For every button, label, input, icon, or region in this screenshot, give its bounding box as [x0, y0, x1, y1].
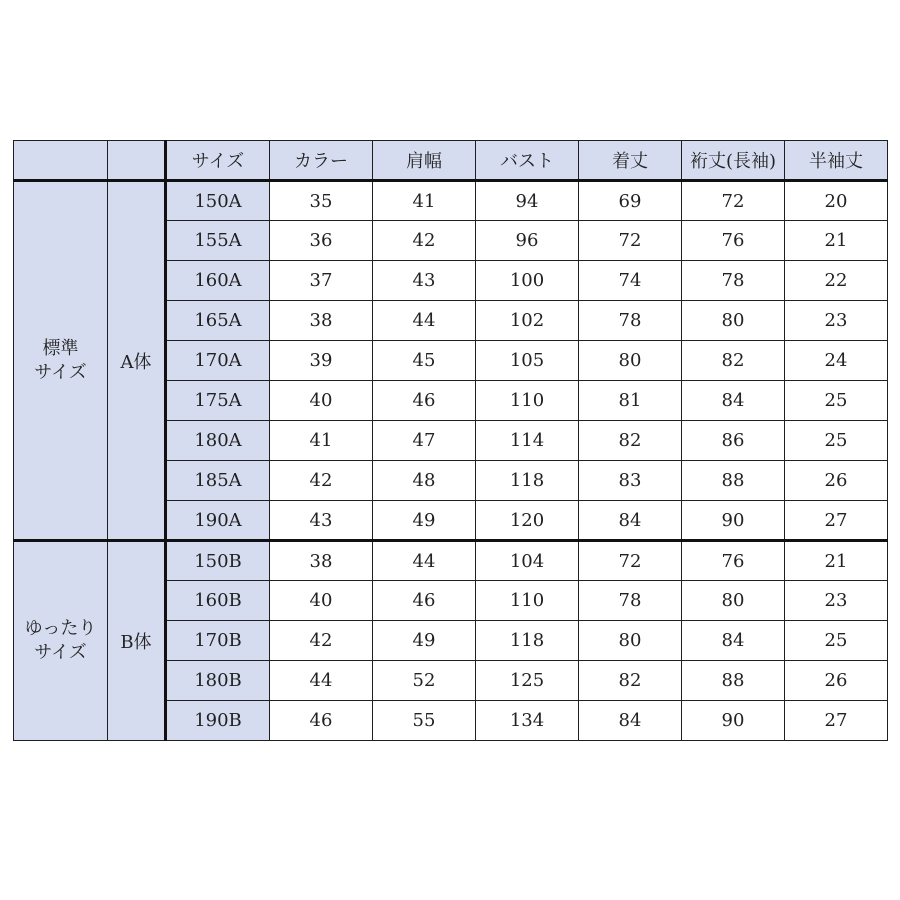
value-cell: 80: [682, 581, 785, 621]
size-cell: 170A: [166, 341, 270, 381]
value-cell: 114: [476, 421, 579, 461]
value-cell: 88: [682, 661, 785, 701]
value-cell: 80: [682, 301, 785, 341]
body-type-label: A体: [108, 181, 166, 541]
value-cell: 40: [270, 581, 373, 621]
header-blank-body: [108, 141, 166, 181]
table-row: [14, 541, 888, 581]
value-cell: 27: [785, 701, 888, 741]
value-cell: 20: [785, 181, 888, 221]
value-cell: 81: [579, 381, 682, 421]
value-cell: 84: [682, 381, 785, 421]
value-cell: 88: [682, 461, 785, 501]
value-cell: 78: [579, 581, 682, 621]
table-body: [14, 181, 888, 741]
value-cell: 22: [785, 261, 888, 301]
value-cell: 82: [579, 661, 682, 701]
value-cell: 104: [476, 541, 579, 581]
value-cell: 39: [270, 341, 373, 381]
group-label-line: 標準: [42, 337, 79, 359]
group-label: [14, 181, 108, 541]
header-collar: カラー: [270, 141, 373, 181]
value-cell: 84: [579, 501, 682, 541]
value-cell: 23: [785, 301, 888, 341]
value-cell: 23: [785, 581, 888, 621]
value-cell: 83: [579, 461, 682, 501]
value-cell: 36: [270, 221, 373, 261]
value-cell: 46: [373, 581, 476, 621]
value-cell: 25: [785, 621, 888, 661]
size-cell: 160B: [166, 581, 270, 621]
value-cell: 43: [270, 501, 373, 541]
value-cell: 41: [373, 181, 476, 221]
value-cell: 102: [476, 301, 579, 341]
header-sleeve-short: 半袖丈: [785, 141, 888, 181]
size-cell: 190B: [166, 701, 270, 741]
value-cell: 80: [579, 341, 682, 381]
header-blank-group: [14, 141, 108, 181]
header-size: サイズ: [166, 141, 270, 181]
value-cell: 110: [476, 581, 579, 621]
value-cell: 100: [476, 261, 579, 301]
value-cell: 84: [579, 701, 682, 741]
size-cell: 165A: [166, 301, 270, 341]
header-row: [14, 141, 888, 181]
value-cell: 96: [476, 221, 579, 261]
value-cell: 105: [476, 341, 579, 381]
value-cell: 80: [579, 621, 682, 661]
value-cell: 90: [682, 501, 785, 541]
value-cell: 27: [785, 501, 888, 541]
value-cell: 21: [785, 221, 888, 261]
value-cell: 38: [270, 301, 373, 341]
size-cell: 190A: [166, 501, 270, 541]
value-cell: 118: [476, 461, 579, 501]
value-cell: 26: [785, 661, 888, 701]
size-cell: 170B: [166, 621, 270, 661]
value-cell: 37: [270, 261, 373, 301]
value-cell: 21: [785, 541, 888, 581]
size-cell: 185A: [166, 461, 270, 501]
value-cell: 74: [579, 261, 682, 301]
value-cell: 49: [373, 501, 476, 541]
size-cell: 175A: [166, 381, 270, 421]
value-cell: 110: [476, 381, 579, 421]
value-cell: 35: [270, 181, 373, 221]
header-length: 着丈: [579, 141, 682, 181]
value-cell: 84: [682, 621, 785, 661]
value-cell: 25: [785, 381, 888, 421]
size-cell: 155A: [166, 221, 270, 261]
value-cell: 72: [579, 541, 682, 581]
value-cell: 46: [373, 381, 476, 421]
value-cell: 45: [373, 341, 476, 381]
body-type-label: B体: [108, 541, 166, 741]
size-cell: 180B: [166, 661, 270, 701]
value-cell: 82: [579, 421, 682, 461]
value-cell: 82: [682, 341, 785, 381]
value-cell: 25: [785, 421, 888, 461]
value-cell: 40: [270, 381, 373, 421]
size-chart-table: [13, 140, 888, 741]
header-sleeve-long: 裄丈(長袖): [682, 141, 785, 181]
header-bust: バスト: [476, 141, 579, 181]
group-label: [14, 541, 108, 741]
value-cell: 78: [682, 261, 785, 301]
value-cell: 69: [579, 181, 682, 221]
value-cell: 44: [373, 301, 476, 341]
value-cell: 76: [682, 541, 785, 581]
value-cell: 120: [476, 501, 579, 541]
value-cell: 72: [579, 221, 682, 261]
value-cell: 118: [476, 621, 579, 661]
value-cell: 42: [373, 221, 476, 261]
value-cell: 41: [270, 421, 373, 461]
value-cell: 46: [270, 701, 373, 741]
value-cell: 43: [373, 261, 476, 301]
value-cell: 78: [579, 301, 682, 341]
size-cell: 150B: [166, 541, 270, 581]
group-label-line: サイズ: [34, 642, 87, 663]
value-cell: 76: [682, 221, 785, 261]
value-cell: 44: [270, 661, 373, 701]
group-label-line: ゆったり: [24, 618, 97, 639]
value-cell: 44: [373, 541, 476, 581]
value-cell: 72: [682, 181, 785, 221]
value-cell: 26: [785, 461, 888, 501]
value-cell: 42: [270, 461, 373, 501]
value-cell: 24: [785, 341, 888, 381]
value-cell: 55: [373, 701, 476, 741]
value-cell: 134: [476, 701, 579, 741]
value-cell: 38: [270, 541, 373, 581]
size-cell: 150A: [166, 181, 270, 221]
value-cell: 52: [373, 661, 476, 701]
size-cell: 160A: [166, 261, 270, 301]
table-row: [14, 181, 888, 221]
value-cell: 48: [373, 461, 476, 501]
value-cell: 125: [476, 661, 579, 701]
value-cell: 94: [476, 181, 579, 221]
header-shoulder: 肩幅: [373, 141, 476, 181]
value-cell: 49: [373, 621, 476, 661]
value-cell: 86: [682, 421, 785, 461]
value-cell: 42: [270, 621, 373, 661]
group-label-line: サイズ: [34, 361, 87, 383]
value-cell: 47: [373, 421, 476, 461]
value-cell: 90: [682, 701, 785, 741]
size-cell: 180A: [166, 421, 270, 461]
